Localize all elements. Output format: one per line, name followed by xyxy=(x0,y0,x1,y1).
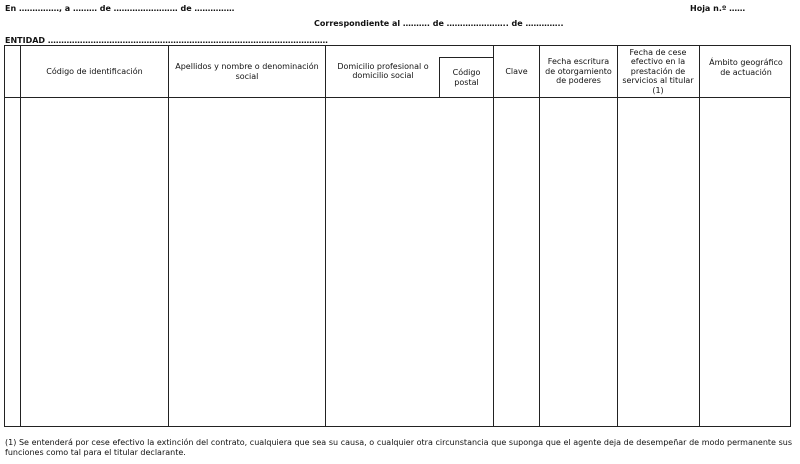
place-date-line: En ……………, a ……… de …………………… de …………… xyxy=(5,4,235,13)
column-header-codigo-postal: Código postal xyxy=(452,68,481,87)
column-header-domicilio: Domicilio profesional o domicilio social xyxy=(337,61,429,80)
column-divider xyxy=(325,46,326,426)
column-header-fecha-escritura: Fecha escritura de otorgamiento de poderes xyxy=(545,57,612,86)
column-divider xyxy=(699,46,700,426)
entity-line: ENTIDAD …………………………………………………………………………………………… xyxy=(5,36,328,45)
column-header-ambito-geografico: Ámbito geográfico de actuación xyxy=(709,58,783,77)
column-divider xyxy=(539,46,540,426)
column-header-clave: Clave xyxy=(505,66,528,76)
column-divider xyxy=(168,46,169,426)
corresponding-period: Correspondiente al ………. de ………………….. de ………….. xyxy=(314,19,564,28)
header-divider xyxy=(5,97,790,98)
sheet-number: Hoja n.º …… xyxy=(690,4,746,13)
column-header-fecha-cese: Fecha de cese efectivo en la prestación de servicios al titular (1) xyxy=(622,47,694,95)
footnote: (1) Se entenderá por cese efectivo la extinción del contrato, cualquiera que sea su causa, o cualquier otra circunstancia que suponga que el agente deja de desempeñar de modo permanente sus funciones como tal para el titular declarante. xyxy=(5,438,792,457)
column-divider xyxy=(617,46,618,426)
column-divider xyxy=(20,46,21,426)
column-header-apellidos-nombre: Apellidos y nombre o denominación social xyxy=(175,62,319,81)
column-divider xyxy=(493,46,494,426)
agents-table xyxy=(4,45,791,427)
column-header-codigo-identificacion: Código de identificación xyxy=(46,66,143,76)
